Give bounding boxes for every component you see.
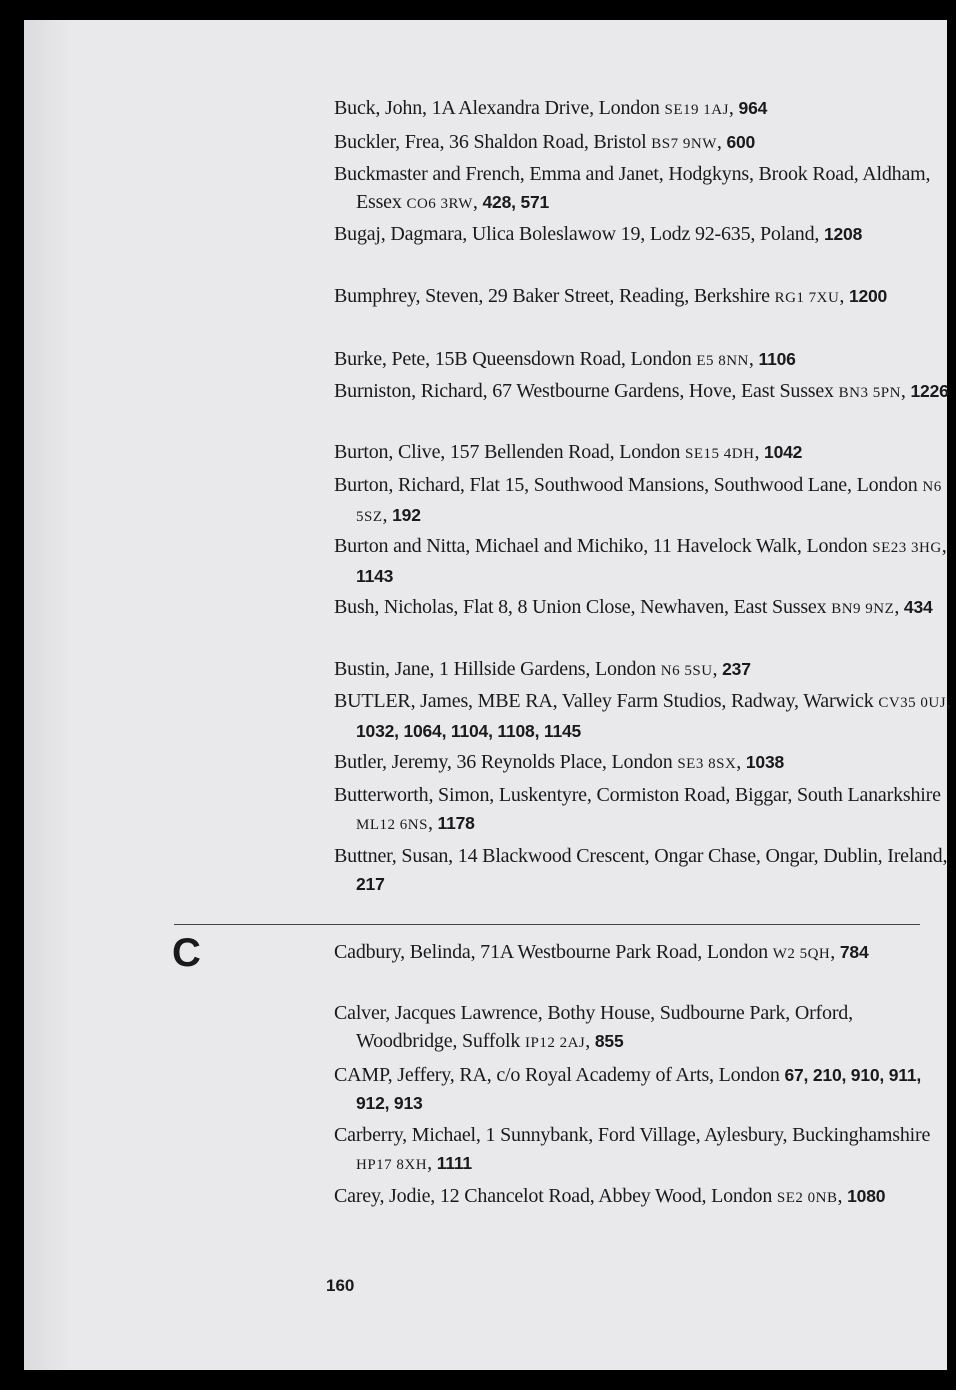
index-entry <box>334 842 956 898</box>
index-entry: Butterworth, Simon, Luskentyre, Cormiston Road, Biggar, South Lanarkshire ML12 6NS, 1178 <box>334 784 941 834</box>
entry-text: Carberry, Michael, 1 Sunnybank, Ford Village, Aylesbury, Buckinghamshire <box>334 1124 931 1146</box>
entry-pages: 1106 <box>758 349 796 369</box>
entry-pages: 1178 <box>437 813 475 833</box>
index-entry: Burton, Richard, Flat 15, Southwood Mansions, Southwood Lane, London N6 5SZ, 192 <box>334 474 942 526</box>
book-page <box>24 20 951 1370</box>
entry-pages: 964 <box>738 98 768 118</box>
entry-pages: 784 <box>839 942 869 962</box>
entry-postcode: RG1 7XU <box>774 290 840 306</box>
entry-text: Burke, Pete, 15B Queensdown Road, London <box>334 348 697 370</box>
index-entry: Bush, Nicholas, Flat 8, 8 Union Close, Newhaven, East Sussex BN9 9NZ, 434 <box>334 596 933 618</box>
entry-postcode: CV35 0UJ <box>878 695 947 711</box>
entry-postcode: HP17 8XH <box>356 1157 428 1173</box>
section-divider <box>174 924 920 925</box>
entry-text: Butterworth, Simon, Luskentyre, Cormiston Road, Biggar, South Lanarkshire <box>334 784 941 806</box>
index-entry <box>334 1061 956 1117</box>
entry-postcode: SE2 0NB <box>776 1190 838 1206</box>
entry-text: Bumphrey, Steven, 29 Baker Street, Reading, Berkshire <box>334 285 775 307</box>
entry-pages: 1042 <box>764 442 803 462</box>
entry-pages: 237 <box>722 659 751 679</box>
entry-pages: 67, 210, 910, 911, 912, 913 <box>356 1065 922 1113</box>
entry-text: BUTLER, James, MBE RA, Valley Farm Studios, Radway, Warwick <box>334 690 879 712</box>
entry-postcode: BN9 9NZ <box>831 601 895 617</box>
entry-postcode: SE3 8SX <box>677 756 737 772</box>
index-entry: Bumphrey, Steven, 29 Baker Street, Reading, Berkshire RG1 7XU, 1200 <box>334 285 888 307</box>
entry-text: Carey, Jodie, 12 Chancelot Road, Abbey Wood, London <box>334 1185 777 1207</box>
entry-pages: 1032, 1064, 1104, 1108, 1145 <box>356 721 582 741</box>
entry-postcode: BS7 9NW <box>651 136 717 152</box>
entry-postcode: IP12 2AJ <box>525 1035 586 1051</box>
entry-pages: 855 <box>594 1031 624 1051</box>
index-entry: Burniston, Richard, 67 Westbourne Gardens, Hove, East Sussex BN3 5PN, 1226 <box>334 380 949 402</box>
index-entry: Buckmaster and French, Emma and Janet, Hodgkyns, Brook Road, Aldham, Essex CO6 3RW, 428, 571 <box>334 163 931 213</box>
index-entry: Cadbury, Belinda, 71A Westbourne Park Road, London W2 5QH, 784 <box>334 941 869 963</box>
index-entry: Burton, Clive, 157 Bellenden Road, London SE15 4DH, 1042 <box>334 441 803 463</box>
entry-postcode: BN3 5PN <box>838 385 901 401</box>
index-entry: Buck, John, 1A Alexandra Drive, London SE19 1AJ, 964 <box>334 97 768 119</box>
entry-pages: 1080 <box>847 1186 886 1206</box>
index-entry: BUTLER, James, MBE RA, Valley Farm Studios, Radway, Warwick CV35 0UJ, 1032, 1064, 1104, 1108, 1145 <box>334 690 951 741</box>
entry-postcode: ML12 6NS <box>356 817 428 833</box>
entry-postcode: SE15 4DH <box>685 446 755 462</box>
entry-text: Buttner, Susan, 14 Blackwood Crescent, Ongar Chase, Ongar, Dublin, Ireland, <box>334 845 948 867</box>
entry-text: Cadbury, Belinda, 71A Westbourne Park Road, London <box>334 941 773 963</box>
section-letter: C <box>172 931 201 975</box>
entry-text: Bugaj, Dagmara, Ulica Boleslawow 19, Lodz 92-635, Poland, <box>334 223 820 245</box>
entry-postcode: N6 5SZ <box>356 479 942 525</box>
index-entry <box>334 220 956 248</box>
index-entry: Carberry, Michael, 1 Sunnybank, Ford Village, Aylesbury, Buckinghamshire HP17 8XH, 1111 <box>334 1124 931 1174</box>
entry-pages: 192 <box>392 505 421 525</box>
entry-text: Burton and Nitta, Michael and Michiko, 11 Havelock Walk, London <box>334 535 873 557</box>
entry-postcode: N6 5SU <box>660 663 713 679</box>
index-entry: Burton and Nitta, Michael and Michiko, 11 Havelock Walk, London SE23 3HG, 1143 <box>334 535 947 586</box>
entry-text: Buckmaster and French, Emma and Janet, Hodgkyns, Brook Road, Aldham, Essex <box>334 163 931 213</box>
entry-text: Bustin, Jane, 1 Hillside Gardens, London <box>334 658 661 680</box>
index-entry: Burke, Pete, 15B Queensdown Road, London E5 8NN, 1106 <box>334 348 796 370</box>
entry-text: Buck, John, 1A Alexandra Drive, London <box>334 97 665 119</box>
entry-postcode: W2 5QH <box>772 946 831 962</box>
index-entry: Carey, Jodie, 12 Chancelot Road, Abbey Wood, London SE2 0NB, 1080 <box>334 1185 886 1207</box>
entry-text: Butler, Jeremy, 36 Reynolds Place, London <box>334 751 678 773</box>
entry-pages: 1200 <box>848 286 888 306</box>
entry-text: Burton, Richard, Flat 15, Southwood Mansions, Southwood Lane, London <box>334 474 923 496</box>
page-number: 160 <box>326 1276 355 1295</box>
entry-text: Bush, Nicholas, Flat 8, 8 Union Close, Newhaven, East Sussex <box>334 596 832 618</box>
entry-text: Buckler, Frea, 36 Shaldon Road, Bristol <box>334 131 652 153</box>
entry-pages: 1143 <box>356 566 394 586</box>
entry-postcode: E5 8NN <box>696 353 749 369</box>
entry-pages: 1038 <box>745 752 785 772</box>
index-entry: Butler, Jeremy, 36 Reynolds Place, London SE3 8SX, 1038 <box>334 751 785 773</box>
entry-pages: 600 <box>726 132 756 152</box>
entry-pages: 1208 <box>823 224 863 244</box>
entry-postcode: SE23 3HG <box>872 540 942 556</box>
entry-pages: 217 <box>356 874 385 894</box>
entry-pages: 1226 <box>910 381 949 401</box>
entry-text: CAMP, Jeffery, RA, c/o Royal Academy of Arts, London <box>334 1064 780 1086</box>
index-entry: Buckler, Frea, 36 Shaldon Road, Bristol BS7 9NW, 600 <box>334 131 756 153</box>
entry-postcode: SE19 1AJ <box>664 102 729 118</box>
entry-pages: 1111 <box>436 1153 472 1173</box>
entry-pages: 428, 571 <box>482 192 550 212</box>
entry-text: Burton, Clive, 157 Bellenden Road, London <box>334 441 686 463</box>
entry-postcode: CO6 3RW <box>406 196 473 212</box>
index-entry: Calver, Jacques Lawrence, Bothy House, Sudbourne Park, Orford, Woodbridge, Suffolk IP12 2AJ, 855 <box>334 1002 853 1052</box>
entry-pages: 434 <box>903 597 933 617</box>
entry-text: Calver, Jacques Lawrence, Bothy House, Sudbourne Park, Orford, Woodbridge, Suffolk <box>334 1002 853 1052</box>
entry-text: Burniston, Richard, 67 Westbourne Gardens, Hove, East Sussex <box>334 380 839 402</box>
index-entry: Bustin, Jane, 1 Hillside Gardens, London N6 5SU, 237 <box>334 658 751 680</box>
index-entries <box>24 20 951 1370</box>
